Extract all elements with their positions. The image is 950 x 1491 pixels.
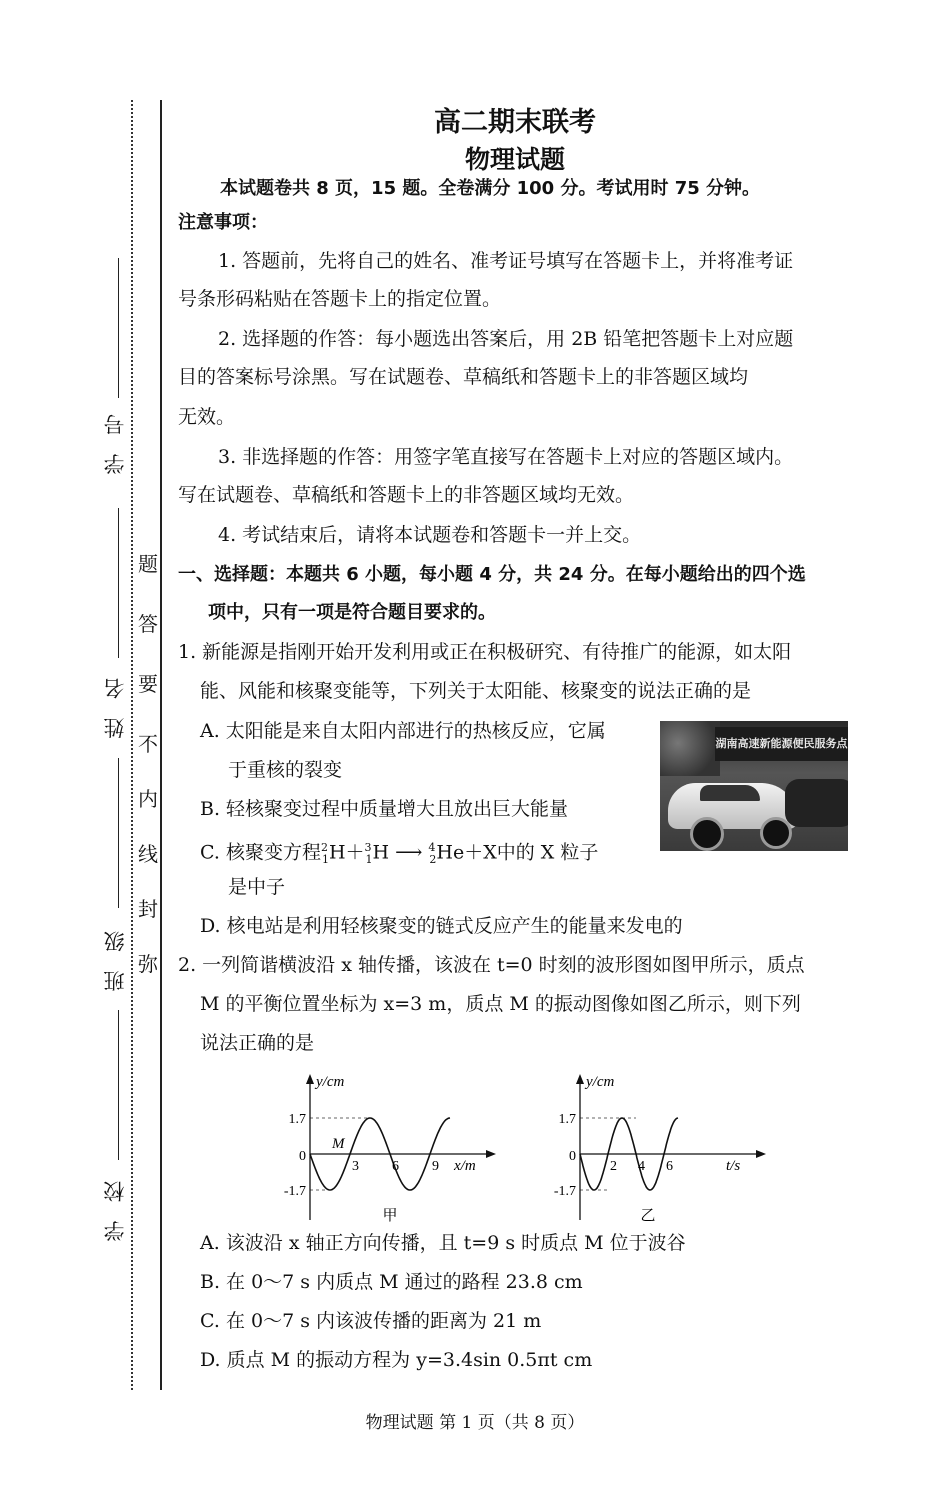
notice-2-line3: 无效。 — [178, 406, 236, 428]
jia-xlabel: x/m — [454, 1158, 476, 1174]
page-footer: 物理试题 第 1 页（共 8 页） — [365, 1413, 585, 1433]
name-label: 姓 名 — [103, 672, 127, 739]
yi-xlabel: t/s — [726, 1158, 741, 1174]
seal-warning-2: 封 — [138, 897, 158, 921]
seal-warning-1: 弥 — [138, 952, 158, 976]
yi-xtick-2: 2 — [610, 1159, 617, 1174]
photo-tree — [660, 721, 720, 776]
q2-option-c: C. 在 0～7 s 内该波传播的距离为 21 m — [200, 1310, 542, 1332]
notice-4-line1: 4. 考试结束后，请将本试题卷和答题卡一并上交。 — [218, 524, 642, 546]
q2-stem-line1: 2. 一列简谐横波沿 x 轴传播，该波在 t=0 时刻的波形图如图甲所示，质点 — [178, 954, 805, 976]
yi-caption: 乙 — [640, 1206, 656, 1224]
seal-warning-8: 题 — [138, 552, 158, 576]
q1-option-b: B. 轻核聚变过程中质量增大且放出巨大能量 — [200, 798, 569, 820]
notice-2-line1: 2. 选择题的作答：每小题选出答案后，用 2B 铅笔把答题卡上对应题 — [218, 328, 794, 350]
section1-heading-line2: 项中，只有一项是符合题目要求的。 — [208, 602, 496, 623]
q2-stem-line3: 说法正确的是 — [200, 1032, 315, 1054]
point-m-label: M — [332, 1136, 345, 1152]
notice-3-line2: 写在试题卷、草稿纸和答题卡上的非答题区域均无效。 — [178, 484, 635, 506]
notice-2-line2: 目的答案标号涂黑。写在试题卷、草稿纸和答题卡上的非答题区域均 — [178, 366, 749, 388]
yi-y-arrow — [576, 1074, 584, 1084]
margin-rule — [160, 100, 162, 1390]
q1-option-d: D. 核电站是利用轻核聚变的链式反应产生的能量来发电的 — [200, 915, 683, 937]
q1-option-a-line2: 于重核的裂变 — [228, 759, 343, 781]
jia-y-arrow — [306, 1074, 314, 1084]
notice-1-line2: 号条形码粘贴在答题卡上的指定位置。 — [178, 288, 502, 310]
yi-ylabel: y/cm — [586, 1074, 615, 1090]
jia-xtick-9: 9 — [432, 1159, 439, 1174]
jia-ytick-bottom: -1.7 — [283, 1184, 306, 1199]
exam-subject: 物理试题 — [464, 145, 565, 174]
jia-ytick-top: 1.7 — [288, 1112, 306, 1127]
seal-warning-6: 要 — [138, 672, 158, 696]
photo-sign: 湖南高速新能源便民服务点 — [715, 727, 848, 761]
exam-info: 本试题卷共 8 页，15 题。全卷满分 100 分。考试用时 75 分钟。 — [220, 178, 761, 199]
yi-ytick-top: 1.7 — [558, 1112, 576, 1127]
section1-heading-line1: 一、选择题：本题共 6 小题，每小题 4 分，共 24 分。在每小题给出的四个选 — [178, 564, 806, 585]
q1-option-c — [200, 833, 598, 875]
q2-option-b: B. 在 0～7 s 内质点 M 通过的路程 23.8 cm — [200, 1271, 583, 1293]
photo-dark-car — [785, 779, 848, 827]
fusion-equation: $^2_1$H＋$^3_1$H ⟶ $^4_2$He＋X — [320, 841, 497, 867]
seal-warning-3: 线 — [138, 842, 158, 866]
school-label: 学 校 — [103, 1175, 127, 1242]
class-field-line — [118, 758, 119, 908]
yi-x-arrow — [756, 1150, 766, 1158]
photo-car-window — [700, 785, 760, 801]
q1-option-c-suffix: 中的 X 粒子 — [496, 841, 599, 864]
q2-stem-line2: M 的平衡位置坐标为 x=3 m，质点 M 的振动图像如图乙所示，则下列 — [200, 993, 801, 1015]
notice-3-line1: 3. 非选择题的作答：用签字笔直接写在答题卡上对应的答题区域内。 — [218, 446, 794, 468]
notice-1-line1: 1. 答题前，先将自己的姓名、准考证号填写在答题卡上，并将准考证 — [218, 250, 794, 272]
yi-xtick-4: 4 — [638, 1159, 645, 1174]
jia-ytick-zero: 0 — [299, 1149, 306, 1164]
school-field-line — [118, 1010, 119, 1160]
number-field-line — [118, 258, 119, 398]
notice-heading: 注意事项： — [178, 212, 268, 233]
jia-xtick-6: 6 — [392, 1159, 399, 1174]
photo-wheel — [690, 817, 724, 851]
seal-warning-7: 答 — [138, 612, 158, 636]
seal-dotted-line — [131, 100, 133, 1390]
class-label: 班 级 — [103, 925, 127, 992]
jia-x-arrow — [486, 1150, 496, 1158]
seal-warning-5: 不 — [138, 732, 158, 756]
wave-graph-jia — [270, 1070, 500, 1230]
yi-ytick-bottom: -1.7 — [553, 1184, 576, 1199]
q1-stem-line1: 1. 新能源是指刚开始开发利用或正在积极研究、有待推广的能源，如太阳 — [178, 641, 792, 663]
jia-ylabel: y/cm — [316, 1074, 345, 1090]
yi-xtick-6: 6 — [666, 1159, 673, 1174]
q1-stem-line2: 能、风能和核聚变能等，下列关于太阳能、核聚变的说法正确的是 — [200, 680, 752, 702]
name-field-line — [118, 508, 119, 658]
number-label: 学 号 — [103, 408, 127, 475]
q2-option-a: A. 该波沿 x 轴正方向传播，且 t=9 s 时质点 M 位于波谷 — [200, 1232, 686, 1254]
ev-charging-photo — [660, 721, 848, 851]
q1-option-a-line1: A. 太阳能是来自太阳内部进行的热核反应，它属 — [200, 720, 606, 742]
jia-caption: 甲 — [382, 1206, 398, 1224]
exam-title: 高二期末联考 — [434, 107, 596, 138]
yi-ytick-zero: 0 — [569, 1149, 576, 1164]
q1-option-c-line2: 是中子 — [228, 876, 286, 898]
seal-warning-4: 内 — [138, 787, 158, 811]
jia-xtick-3: 3 — [352, 1159, 359, 1174]
q2-option-d: D. 质点 M 的振动方程为 y=3.4sin 0.5πt cm — [200, 1349, 593, 1371]
vibration-graph-yi — [540, 1070, 770, 1230]
q1-option-c-prefix: C. 核聚变方程 — [200, 841, 321, 864]
